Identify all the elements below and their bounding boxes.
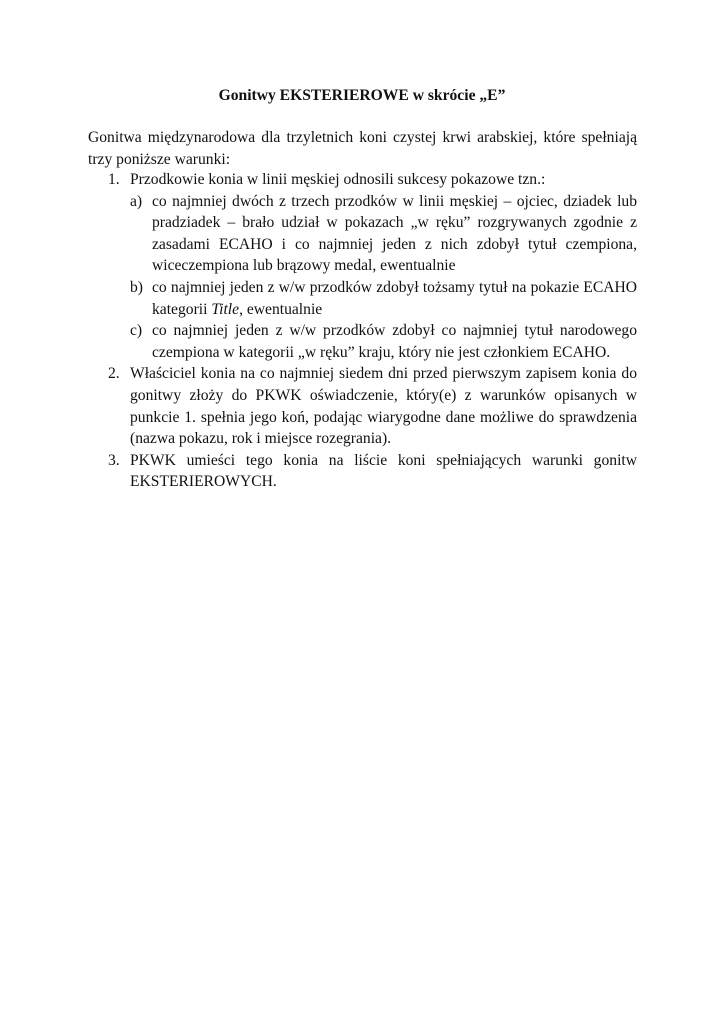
conditions-list [88,169,637,493]
list-item-text: Przodkowie konia w linii męskiej odnosili sukcesy pokazowe tzn.: [130,171,546,188]
list-item-number: 1. [108,171,120,188]
list-item-1 [88,169,637,363]
sublist-item-text: co najmniej jeden z w/w przodków zdobył co najmniej tytuł narodowego czempiona w kategorii „w ręku” kraju, który nie jest członkiem ECAHO. [152,322,637,361]
sublist-item-b [130,277,637,320]
sublist-item-text-part: , ewentualnie [239,300,323,318]
document-title: Gonitwy EKSTERIEROWE w skrócie „E” [218,87,506,104]
sublist-item-italic-term: Title [211,300,240,318]
list-item-2 [88,363,637,449]
list-item-number: 2. [108,365,120,383]
sublist-item-letter: b) [130,278,143,296]
list-item-text: Właściciel konia na co najmniej siedem dni przed pierwszym zapisem konia do gonitwy złoży do PKWK oświadczenie, który(e) z warunków opisanych w punkcie 1. spełnia jego koń, podając wiarygodne dane możliwe do sprawdzenia (nazwa pokazu, rok i miejsce rozegrania). [130,365,637,448]
sublist-item-text: co najmniej dwóch z trzech przodków w linii męskiej – ojciec, dziadek lub pradziadek – brało udział w pokazach „w ręku” rozgrywanych zgodnie z zasadami ECAHO i co najmniej jeden z nich zdobył tytuł czempiona, wiceczempiona lub brązowy medal, ewentualnie [152,192,637,275]
intro-paragraph: Gonitwa międzynarodowa dla trzyletnich koni czystej krwi arabskiej, które spełniają trzy poniższe warunki: [88,129,637,168]
sublist-item-text-part: co najmniej jeden z w/w przodków zdobył tożsamy tytuł na pokazie ECAHO kategorii [152,278,637,318]
sublist [130,191,637,364]
sublist-item-a [130,191,637,277]
list-item-text: PKWK umieści tego konia na liście koni spełniających warunki gonitw EKSTERIEROWYCH. [130,451,637,491]
sublist-item-letter: a) [130,192,143,210]
sublist-item-text [152,277,637,320]
list-item-3 [88,450,637,493]
sublist-item-c [130,320,637,363]
sublist-item-letter: c) [130,322,143,340]
list-item-number: 3. [108,451,120,469]
